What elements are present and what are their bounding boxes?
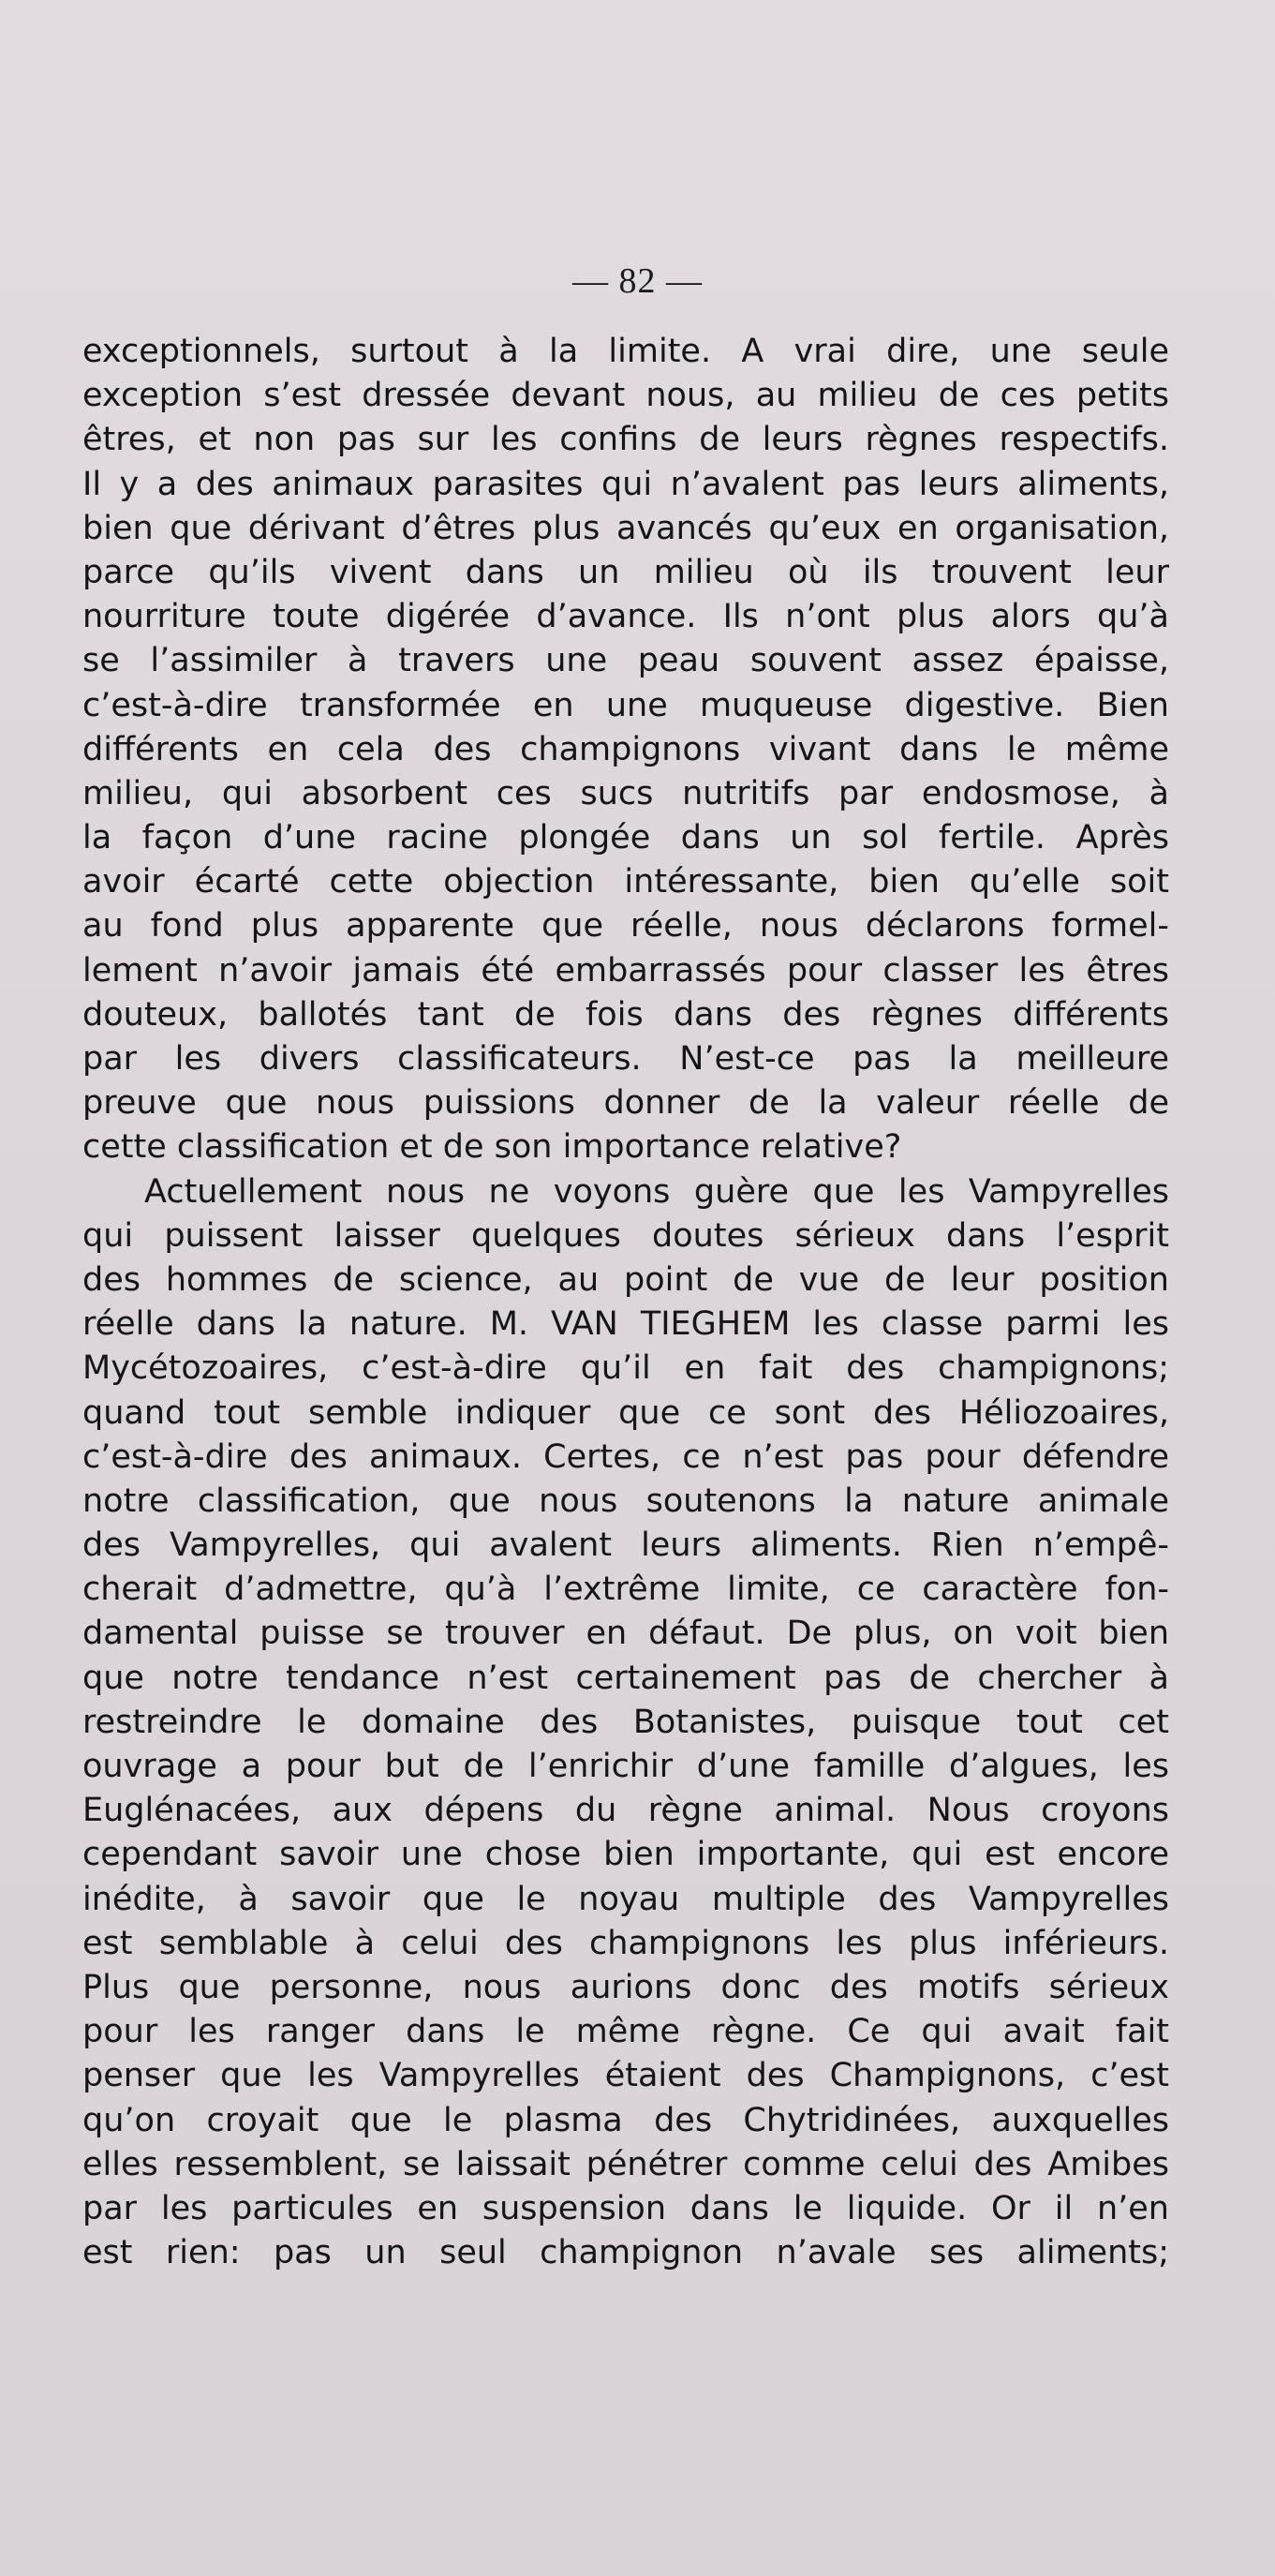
text-line: se l’assimiler à travers une peau souvent assez épaisse, [82,642,1169,680]
text-line: est semblable à celui des champignons les plus inférieurs. [82,1924,1169,1962]
text-line: qu’on croyait que le plasma des Chytridinées, auxquelles [82,2101,1169,2139]
text-line: cette classification et de son importance relative? [82,1128,902,1167]
text-line: exception s’est dressée devant nous, au milieu de ces petits [82,377,1169,415]
text-line: damental puisse se trouver en défaut. De plus, on voit bien [82,1615,1169,1653]
text-line: penser que les Vampyrelles étaient des Champignons, c’est [82,2057,1169,2095]
text-line: Actuellement nous ne voyons guère que les Vampyrelles [144,1172,1169,1211]
text-line: c’est-à-dire transformée en une muqueuse digestive. Bien [82,686,1169,724]
text-line: pour les ranger dans le même règne. Ce qui avait fait [82,2013,1169,2051]
text-line: douteux, ballotés tant de fois dans des règnes différents [82,995,1169,1034]
text-line: exceptionnels, surtout à la limite. A vrai dire, une seule [82,333,1169,370]
text-line: c’est-à-dire des animaux. Certes, ce n’est pas pour défendre [82,1437,1169,1476]
text-line: êtres, et non pas sur les confins de leurs règnes respectifs. [82,421,1169,459]
text-line: la façon d’une racine plongée dans un sol fertile. Après [82,819,1169,857]
text-line: au fond plus apparente que réelle, nous déclarons formel- [82,907,1169,946]
text-line: bien que dérivant d’êtres plus avancés qu’eux en organisation, [82,509,1169,547]
text-line: réelle dans la nature. M. VAN TIEGHEM les classe parmi les [82,1305,1169,1344]
text-line: milieu, qui absorbent ces sucs nutritifs par endosmose, à [82,774,1169,812]
text-line: Euglénacées, aux dépens du règne animal. Nous croyons [82,1792,1169,1830]
paragraph [82,330,1169,1170]
text-line: Il y a des animaux parasites qui n’avalent pas leurs aliments, [82,465,1169,503]
text-line: cependant savoir une chose bien importante, qui est encore [82,1836,1169,1874]
text-line: cherait d’admettre, qu’à l’extrême limite, ce caractère fon- [82,1571,1169,1609]
text-line: est rien: pas un seul champignon n’avale ses aliments; [82,2234,1169,2272]
text-line: ouvrage a pour but de l’enrichir d’une famille d’algues, les [82,1748,1169,1785]
paragraph [82,1170,1169,2276]
text-line: des Vampyrelles, qui avalent leurs aliments. Rien n’empê- [82,1526,1169,1565]
text-line: nourriture toute digérée d’avance. Ils n’ont plus alors qu’à [82,598,1169,636]
text-line: Plus que personne, nous aurions donc des motifs sérieux [82,1968,1169,2006]
text-line: par les divers classificateurs. N’est-ce pas la meilleure [82,1040,1169,1078]
text-line: elles ressemblent, se laissait pénétrer comme celui des Amibes [82,2145,1169,2183]
body-text [82,330,1169,2275]
text-line: notre classification, que nous soutenons la nature animale [82,1482,1169,1520]
text-line: inédite, à savoir que le noyau multiple des Vampyrelles [82,1880,1169,1918]
text-line: avoir écarté cette objection intéressante, bien qu’elle soit [82,863,1169,901]
text-line: Mycétozoaires, c’est-à-dire qu’il en fait des champignons; [82,1349,1169,1388]
text-line: qui puissent laisser quelques doutes sérieux dans l’esprit [82,1216,1169,1255]
text-line: par les particules en suspension dans le liquide. Or il n’en [82,2189,1169,2227]
text-line: preuve que nous puissions donner de la valeur réelle de [82,1084,1169,1123]
text-line: que notre tendance n’est certainement pas de chercher à [82,1659,1169,1697]
text-line: différents en cela des champignons vivant dans le même [82,730,1169,768]
text-line: restreindre le domaine des Botanistes, puisque tout cet [82,1703,1169,1741]
text-line: quand tout semble indiquer que ce sont des Héliozoaires, [82,1393,1169,1432]
text-line: des hommes de science, au point de vue de leur position [82,1260,1169,1299]
text-line: lement n’avoir jamais été embarrassés pour classer les êtres [82,951,1169,990]
page-number: — 82 — [572,261,703,301]
text-line: parce qu’ils vivent dans un milieu où ils trouvent leur [82,553,1169,591]
